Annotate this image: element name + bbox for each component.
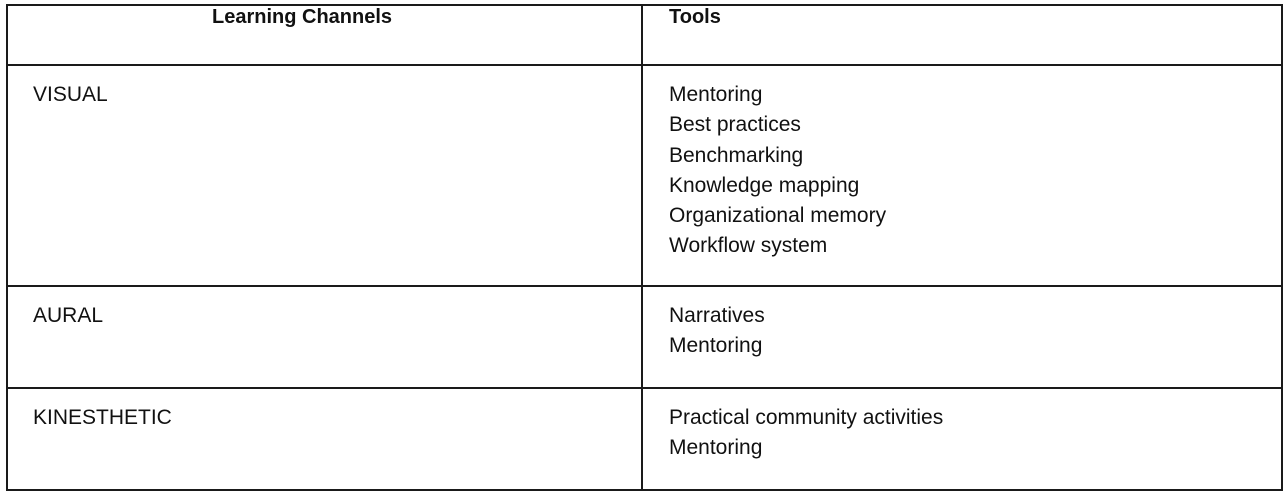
tools-cell-aural: [642, 286, 1282, 388]
learning-channels-table: [6, 4, 1283, 491]
tools-list: [669, 301, 1281, 362]
tool-item: Workflow system: [669, 234, 828, 258]
tools-list: [669, 403, 1281, 464]
channel-cell-kinesthetic: KINESTHETIC: [7, 388, 642, 490]
channel-cell-visual: VISUAL: [7, 65, 642, 286]
tool-item: Mentoring: [669, 436, 763, 460]
table-row: [7, 388, 1282, 490]
tool-item: Practical community activities: [669, 406, 944, 429]
tools-cell-kinesthetic: [642, 388, 1282, 490]
table-row: [7, 65, 1282, 286]
tool-item: Best practices: [669, 113, 801, 137]
table-header-row: [7, 5, 1282, 65]
tool-item: Organizational memory: [669, 204, 887, 228]
header-learning-channels: Learning Channels: [7, 5, 642, 65]
tool-item: Knowledge mapping: [669, 173, 860, 197]
header-tools: Tools: [642, 5, 1282, 65]
tool-item: Mentoring: [669, 83, 763, 106]
tools-cell-visual: [642, 65, 1282, 286]
channel-cell-aural: AURAL: [7, 286, 642, 388]
tool-item: Benchmarking: [669, 143, 804, 167]
table-row: [7, 286, 1282, 388]
tools-list: [669, 80, 1281, 262]
tool-item: Narratives: [669, 304, 765, 327]
tool-item: Mentoring: [669, 334, 763, 358]
